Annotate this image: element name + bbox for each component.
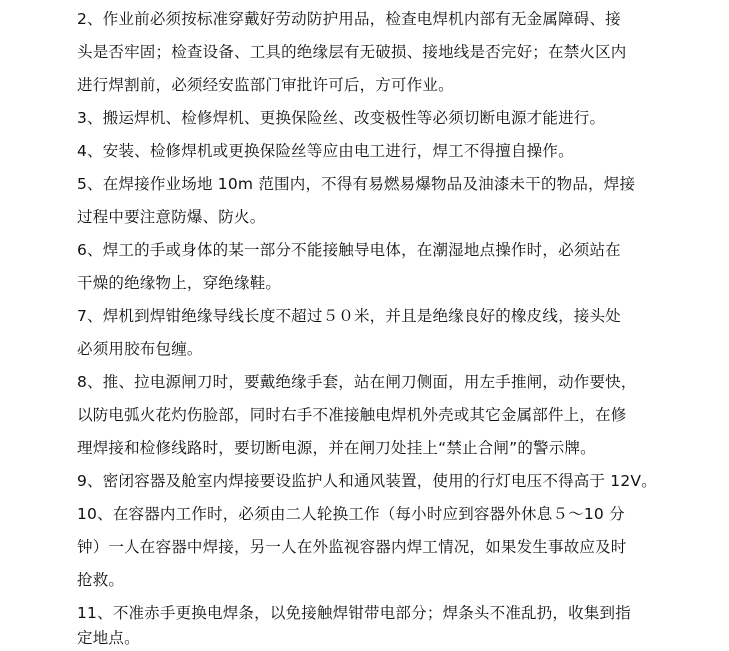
item-8-line-2: 以防电弧火花灼伤脸部，同时右手不准接触电焊机外壳或其它金属部件上，在修 bbox=[77, 406, 627, 424]
item-9-line-1: 9、密闭容器及舱室内焊接要设监护人和通风装置，使用的行灯电压不得高于 12V。 bbox=[77, 472, 657, 490]
item-11-line-1: 11、不准赤手更换电焊条，以免接触焊钳带电部分；焊条头不准乱扔，收集到指 bbox=[77, 604, 631, 622]
item-5-line-2: 过程中要注意防爆、防火。 bbox=[77, 208, 266, 226]
item-6-line-1: 6、焊工的手或身体的某一部分不能接触导电体，在潮湿地点操作时，必须站在 bbox=[77, 241, 621, 259]
item-10-line-3: 抢救。 bbox=[77, 571, 125, 589]
item-8-line-3: 理焊接和检修线路时，要切断电源，并在闸刀处挂上“禁止合闸”的警示牌。 bbox=[77, 439, 596, 457]
item-11-line-2: 定地点。 bbox=[77, 629, 140, 647]
item-8-line-1: 8、推、拉电源闸刀时，要戴绝缘手套，站在闸刀侧面，用左手推闸，动作要快， bbox=[77, 373, 637, 391]
item-4-line-1: 4、安装、检修焊机或更换保险丝等应由电工进行，焊工不得擅自操作。 bbox=[77, 142, 574, 160]
item-2-line-1: 2、作业前必须按标准穿戴好劳动防护用品，检查电焊机内部有无金属障碍、接 bbox=[77, 10, 621, 28]
item-2-line-3: 进行焊割前，必须经安监部门审批许可后，方可作业。 bbox=[77, 76, 454, 94]
item-5-line-1: 5、在焊接作业场地 10m 范围内，不得有易燃易爆物品及油漆未干的物品，焊接 bbox=[77, 175, 636, 193]
item-2-line-2: 头是否牢固；检查设备、工具的绝缘层有无破损、接地线是否完好；在禁火区内 bbox=[77, 43, 627, 61]
item-6-line-2: 干燥的绝缘物上，穿绝缘鞋。 bbox=[77, 274, 282, 292]
item-7-line-1: 7、焊机到焊钳绝缘导线长度不超过５０米，并且是绝缘良好的橡皮线，接头处 bbox=[77, 307, 621, 325]
item-3-line-1: 3、搬运焊机、检修焊机、更换保险丝、改变极性等必须切断电源才能进行。 bbox=[77, 109, 606, 127]
item-10-line-2: 钟）一人在容器中焊接，另一人在外监视容器内焊工情况，如果发生事故应及时 bbox=[77, 538, 627, 556]
item-10-line-1: 10、在容器内工作时，必须由二人轮换工作（每小时应到容器外休息５～10 分 bbox=[77, 505, 625, 523]
item-7-line-2: 必须用胶布包缠。 bbox=[77, 340, 203, 358]
